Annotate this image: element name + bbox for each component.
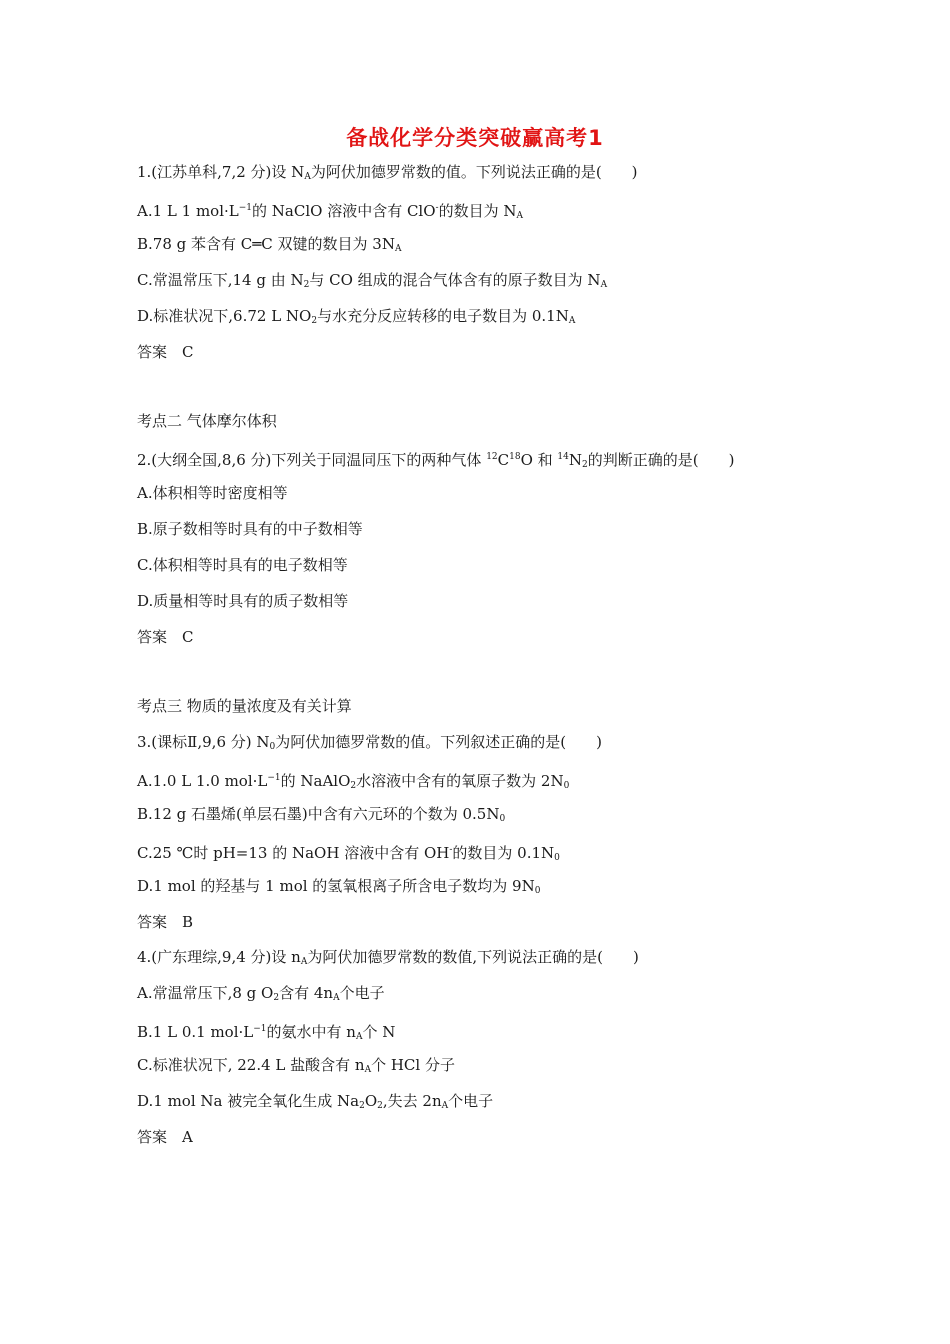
q4-option-c: C.标准状况下, 22.4 L 盐酸含有 $n_A$个 HCl 分子: [137, 1056, 455, 1075]
q2-option-a: A.体积相等时密度相等: [137, 484, 288, 502]
section-heading-3: 考点三 物质的量浓度及有关计算: [137, 697, 352, 715]
q3-option-d: D.1 mol 的羟基与 1 mol 的氢氧根离子所含电子数均为 $9N_0$: [137, 877, 541, 896]
q2-stem: 2.(大纲全国,8,6 分)下列关于同温同压下的两种气体 $^{12}C^{18}O$ 和 $^{14}N_2$的判断正确的是( ): [137, 451, 735, 470]
q1-option-d: D.标准状况下,6.72 L $NO_2$与水充分反应转移的电子数目为 $0.1N_A$: [137, 307, 576, 326]
q4-option-d: D.1 mol Na 被完全氧化生成 $Na_2O_2$,失去 $2n_A$个电子: [137, 1092, 494, 1111]
q4-option-b: B.1 L 0.1 $mol\cdot L^{-1}$的氨水中有 $n_A$个 N: [137, 1023, 396, 1042]
document-title: 备战化学分类突破赢高考1: [346, 126, 604, 150]
section-heading-2: 考点二 气体摩尔体积: [137, 412, 277, 430]
q1-stem: 1.(江苏单科,7,2 分)设 $N_A$为阿伏加德罗常数的值。下列说法正确的是( ): [137, 163, 638, 182]
q3-option-a: A.1.0 L 1.0 $mol\cdot L^{-1}$的 NaAlO$_2$水溶液中含有的氧原子数为 $2N_0$: [137, 772, 570, 791]
q2-option-b: B.原子数相等时具有的中子数相等: [137, 520, 363, 538]
q2-answer: 答案 C: [137, 628, 194, 646]
q3-answer: 答案 B: [137, 913, 194, 931]
q4-stem: 4.(广东理综,9,4 分)设 $n_A$为阿伏加德罗常数的数值,下列说法正确的是( ): [137, 948, 639, 967]
q1-option-c: C.常温常压下,14 g 由 $N_2$与 CO 组成的混合气体含有的原子数目为 $N_A$: [137, 271, 608, 290]
q4-answer: 答案 A: [137, 1128, 193, 1146]
q4-option-a: A.常温常压下,8 g $O_2$含有 $4n_A$个电子: [137, 984, 385, 1003]
q1-answer: 答案 C: [137, 343, 194, 361]
q2-option-c: C.体积相等时具有的电子数相等: [137, 556, 348, 574]
q3-option-c: C.25 ℃时 pH=13 的 NaOH 溶液中含有 OH-的数目为 $0.1N_0$: [137, 844, 560, 863]
q2-option-d: D.质量相等时具有的质子数相等: [137, 592, 349, 610]
q1-option-b: B.78 g 苯含有 C═C 双键的数目为 $3N_A$: [137, 235, 402, 254]
q1-option-a: A.1 L 1 $mol\cdot L^{-1}$的 NaClO 溶液中含有 ClO-的数目为 $N_A$: [137, 202, 523, 221]
q3-stem: 3.(课标Ⅱ,9,6 分) $N_0$为阿伏加德罗常数的值。下列叙述正确的是( ): [137, 733, 602, 752]
q3-option-b: B.12 g 石墨烯(单层石墨)中含有六元环的个数为 $0.5N_0$: [137, 805, 506, 824]
